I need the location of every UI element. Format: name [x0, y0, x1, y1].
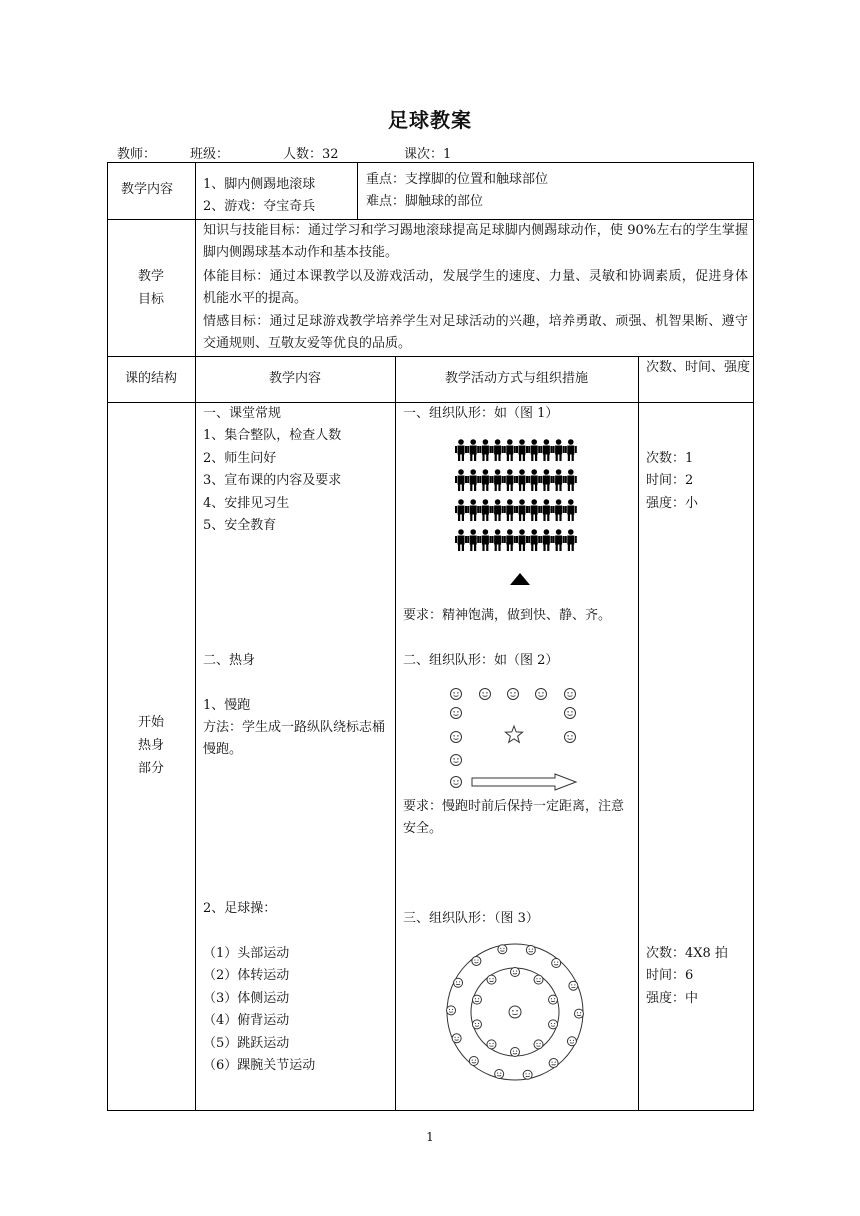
- section-label-2: 热身: [137, 738, 164, 753]
- ball-ex-item-3: （3）体侧运动: [203, 991, 290, 1006]
- person-icon: [565, 499, 577, 521]
- face-icon: [451, 777, 462, 788]
- person-icon: [504, 529, 516, 551]
- class-field: 班级：: [190, 147, 230, 162]
- teacher-field: 教师：: [117, 147, 157, 162]
- person-icon: [492, 469, 504, 491]
- person-icon: [479, 439, 491, 461]
- routine-title: 一、课堂常规: [203, 406, 282, 421]
- face-icon: [574, 1009, 583, 1018]
- goal-fitness: 体能目标：通过本课教学以及游戏活动，发展学生的速度、力量、灵敏和协调素质，促进身体机能水平的提高。: [203, 269, 748, 306]
- face-icon: [451, 708, 462, 719]
- face-icon: [452, 1034, 461, 1043]
- document-title: 足球教案: [388, 108, 472, 132]
- person-icon: [528, 469, 540, 491]
- face-icon: [454, 978, 463, 987]
- person-icon: [528, 529, 540, 551]
- key-point: 重点：支撑脚的位置和触球部位: [366, 172, 549, 187]
- requirement-1: 要求：精神饱满，做到快、静、齐。: [403, 608, 612, 623]
- person-icon: [516, 439, 528, 461]
- person-icon: [492, 529, 504, 551]
- routine-item-5: 5、安全教育: [203, 518, 277, 533]
- face-icon: [451, 689, 462, 700]
- header-content: 教学内容: [268, 371, 321, 386]
- person-icon: [553, 529, 565, 551]
- routine-item-3: 3、宣布课的内容及要求: [203, 473, 342, 488]
- org-1: 一、组织队形：如（图 1）: [403, 406, 559, 421]
- face-icon: [534, 975, 543, 984]
- person-icon: [504, 439, 516, 461]
- count-field: 人数：32: [283, 147, 339, 162]
- person-icon: [553, 439, 565, 461]
- person-icon: [528, 499, 540, 521]
- person-icon: [516, 499, 528, 521]
- person-icon: [528, 439, 540, 461]
- ball-ex-item-2: （2）体转运动: [203, 968, 290, 983]
- person-icon: [540, 439, 552, 461]
- ball-ex-item-1: （1）头部运动: [203, 946, 290, 961]
- face-icon: [451, 732, 462, 743]
- face-icon: [487, 975, 496, 984]
- face-icon: [549, 995, 558, 1004]
- person-icon: [455, 439, 467, 461]
- person-icon: [479, 469, 491, 491]
- person-icon: [455, 499, 467, 521]
- face-icon: [565, 708, 576, 719]
- content-item-2: 2、游戏：夺宝奇兵: [203, 199, 316, 214]
- person-icon: [467, 499, 479, 521]
- face-icon: [526, 945, 535, 954]
- face-icon: [536, 689, 547, 700]
- person-icon: [553, 499, 565, 521]
- person-icon: [516, 469, 528, 491]
- ball-ex-item-6: （6）踝腕关节运动: [203, 1058, 316, 1073]
- dose2-time: 时间：6: [646, 968, 694, 983]
- person-icon: [540, 469, 552, 491]
- face-icon: [480, 689, 491, 700]
- org-2: 二、组织队形：如（图 2）: [403, 653, 559, 668]
- dose2-count: 次数：4X8 拍: [646, 946, 728, 961]
- face-icon: [498, 945, 507, 954]
- warmup-title: 二、热身: [203, 653, 256, 668]
- dose1-count: 次数：1: [646, 451, 694, 466]
- dose1-time: 时间：2: [646, 473, 694, 488]
- face-icon: [472, 995, 481, 1004]
- face-icon: [549, 1020, 558, 1029]
- face-icon: [447, 1006, 456, 1015]
- formation-figure-3: [443, 938, 587, 1082]
- ball-ex-title: 2、足球操：: [203, 901, 277, 916]
- content-item-1: 1、脚内侧踢地滚球: [203, 177, 316, 192]
- person-icon: [504, 469, 516, 491]
- face-icon: [509, 1006, 521, 1018]
- person-icon: [492, 499, 504, 521]
- face-icon: [534, 1040, 543, 1049]
- face-icon: [511, 968, 520, 977]
- ball-ex-item-4: （4）俯背运动: [203, 1013, 290, 1028]
- person-icon: [565, 469, 577, 491]
- person-icon: [565, 529, 577, 551]
- person-icon: [467, 469, 479, 491]
- content-label: 教学内容: [121, 182, 174, 197]
- face-icon: [565, 732, 576, 743]
- formation-figure-2: [445, 685, 585, 795]
- person-icon: [565, 439, 577, 461]
- header-dose: 次数、时间、强度: [646, 360, 751, 375]
- header-structure: 课的结构: [124, 371, 177, 386]
- goal-emotion: 情感目标：通过足球游戏教学培养学生对足球活动的兴趣，培养勇敢、顽强、机智果断、遵守交通规则、互敬友爱等优良的品质。: [203, 314, 748, 351]
- jog-method: 方法：学生成一路纵队绕标志桶慢跑。: [203, 720, 386, 757]
- face-icon: [567, 1037, 576, 1046]
- section-label-1: 开始: [137, 715, 164, 730]
- header-activity: 教学活动方式与组织措施: [444, 371, 588, 386]
- face-icon: [487, 1040, 496, 1049]
- face-icon: [472, 956, 481, 965]
- person-icon: [540, 499, 552, 521]
- face-icon: [508, 689, 519, 700]
- person-icon: [516, 529, 528, 551]
- person-icon: [479, 529, 491, 551]
- person-icon: [479, 499, 491, 521]
- goal-knowledge: 知识与技能目标：通过学习和学习踢地滚球提高足球脚内侧踢球动作，使 90%左右的学生掌握脚内侧踢球基本动作和基本技能。: [203, 223, 748, 260]
- face-icon: [511, 1048, 520, 1057]
- page-number: 1: [426, 1130, 434, 1144]
- formation-figure-1: [455, 435, 585, 595]
- person-icon: [455, 529, 467, 551]
- goals-label-2: 目标: [137, 292, 164, 307]
- face-icon: [549, 1059, 558, 1068]
- person-icon: [455, 469, 467, 491]
- lesson-field: 课次：1: [404, 147, 452, 162]
- dose2-intensity: 强度：中: [646, 991, 699, 1006]
- person-icon: [553, 469, 565, 491]
- face-icon: [472, 1020, 481, 1029]
- face-icon: [523, 1070, 532, 1079]
- teacher-triangle-icon: [510, 573, 530, 585]
- face-icon: [495, 1070, 504, 1079]
- star-marker-icon: [505, 726, 522, 742]
- ball-ex-item-5: （5）跳跃运动: [203, 1036, 290, 1051]
- face-icon: [565, 689, 576, 700]
- face-icon: [451, 755, 462, 766]
- person-icon: [540, 529, 552, 551]
- routine-item-1: 1、集合整队，检查人数: [203, 428, 342, 443]
- dose1-intensity: 强度：小: [646, 496, 699, 511]
- person-icon: [467, 439, 479, 461]
- difficulty: 难点：脚触球的部位: [366, 194, 484, 209]
- org-3: 三、组织队形：（图 3）: [403, 911, 539, 926]
- requirement-2: 要求：慢跑时前后保持一定距离，注意安全。: [403, 799, 625, 836]
- run-direction-arrow-icon: [472, 774, 576, 790]
- goals-label-1: 教学: [137, 269, 164, 284]
- face-icon: [552, 959, 561, 968]
- section-label-3: 部分: [137, 761, 164, 776]
- person-icon: [492, 439, 504, 461]
- face-icon: [469, 1056, 478, 1065]
- face-icon: [569, 981, 578, 990]
- jog-title: 1、慢跑: [203, 698, 251, 713]
- routine-item-4: 4、安排见习生: [203, 496, 290, 511]
- person-icon: [504, 499, 516, 521]
- routine-item-2: 2、师生问好: [203, 451, 277, 466]
- person-icon: [467, 529, 479, 551]
